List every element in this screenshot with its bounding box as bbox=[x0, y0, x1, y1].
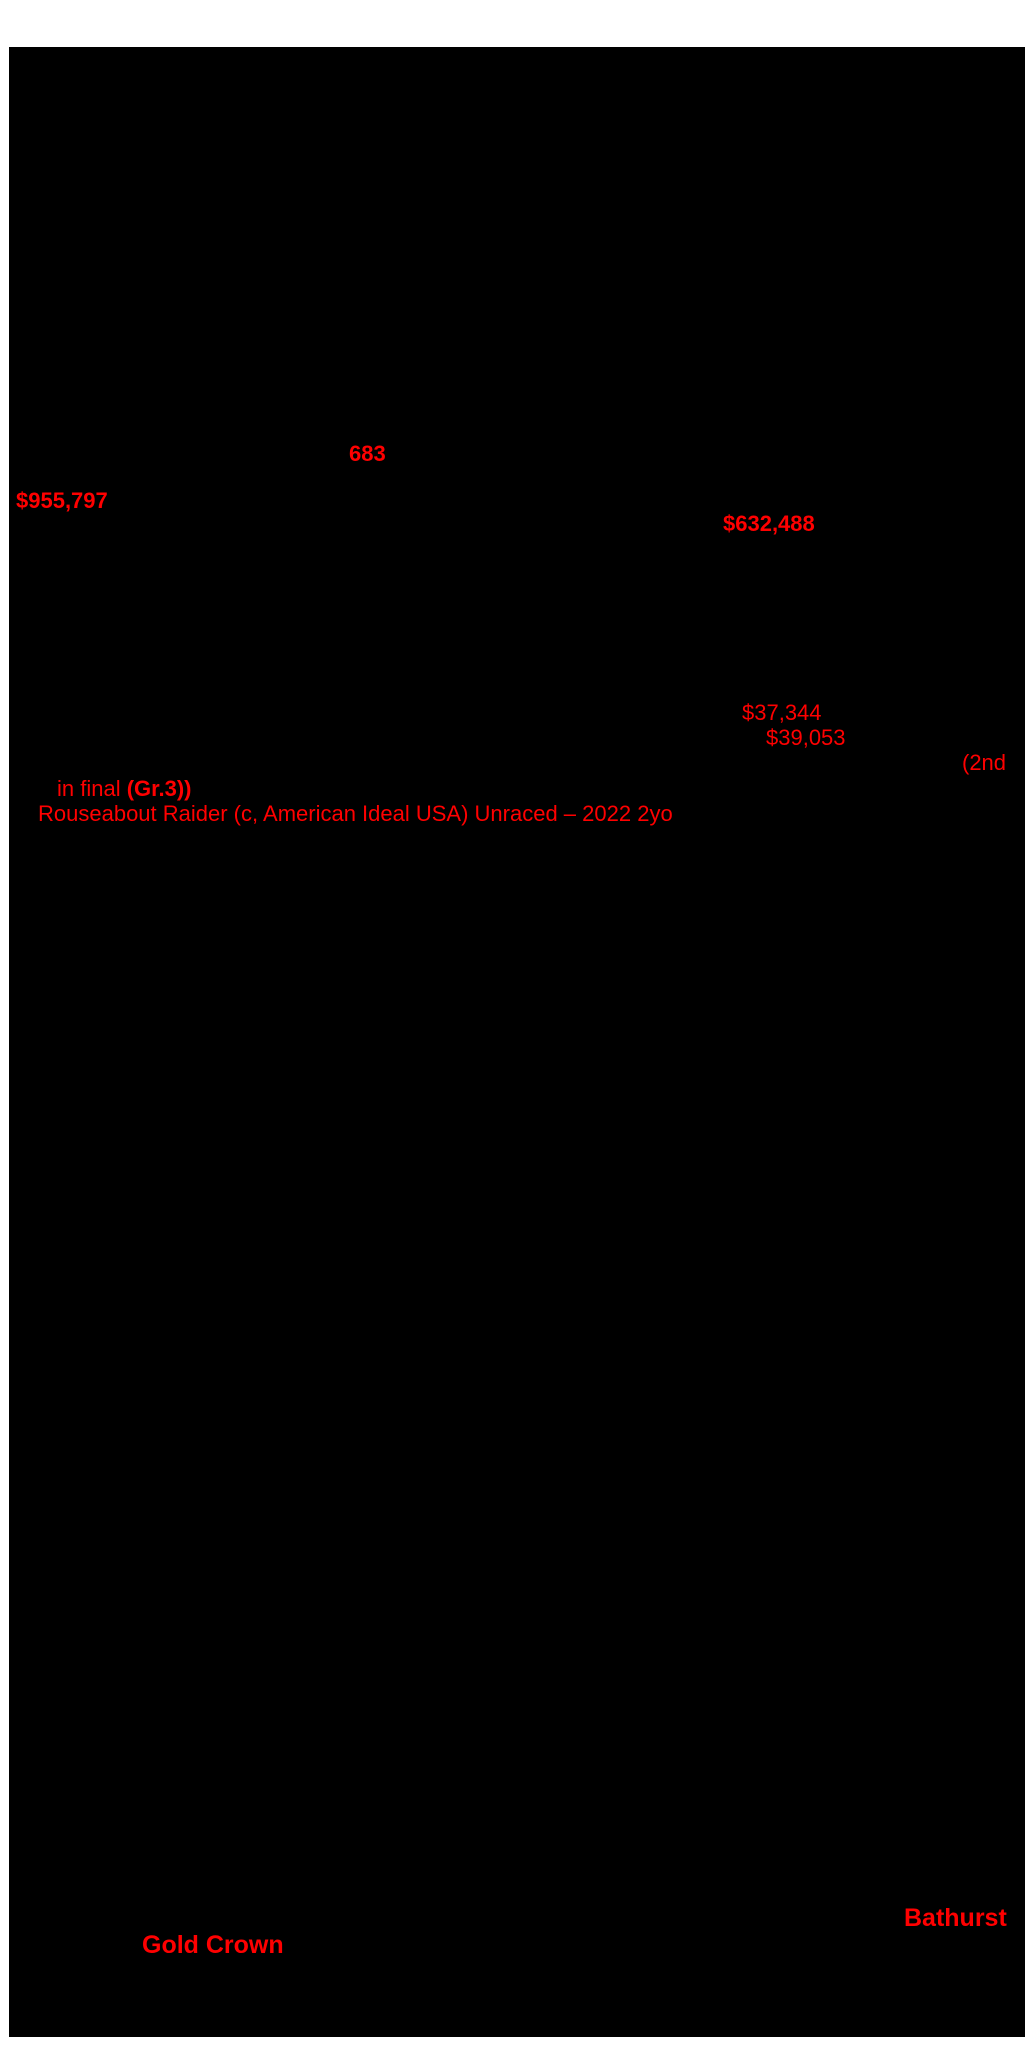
earnings-value-small-1: $37,344 bbox=[742, 700, 822, 725]
earnings-value-dam-line: $632,488 bbox=[723, 511, 815, 536]
placing-fragment: (2nd bbox=[962, 750, 1007, 775]
final-placing-line bbox=[57, 778, 192, 800]
earnings-value-sire: $955,797 bbox=[16, 488, 108, 513]
progeny-line: Rouseabout Raider (c, American Ideal USA) Unraced – 2022 2yo bbox=[38, 801, 673, 826]
race-name-bathurst: Bathurst bbox=[904, 1904, 1007, 1932]
final-placing-text: in final bbox=[57, 776, 127, 801]
pedigree-canvas bbox=[9, 47, 1025, 2037]
final-placing-grade: (Gr.3)) bbox=[126, 776, 192, 801]
foal-count-value: 683 bbox=[349, 441, 386, 466]
earnings-value-small-2: $39,053 bbox=[766, 725, 846, 750]
race-name-gold-crown: Gold Crown bbox=[142, 1931, 284, 1959]
